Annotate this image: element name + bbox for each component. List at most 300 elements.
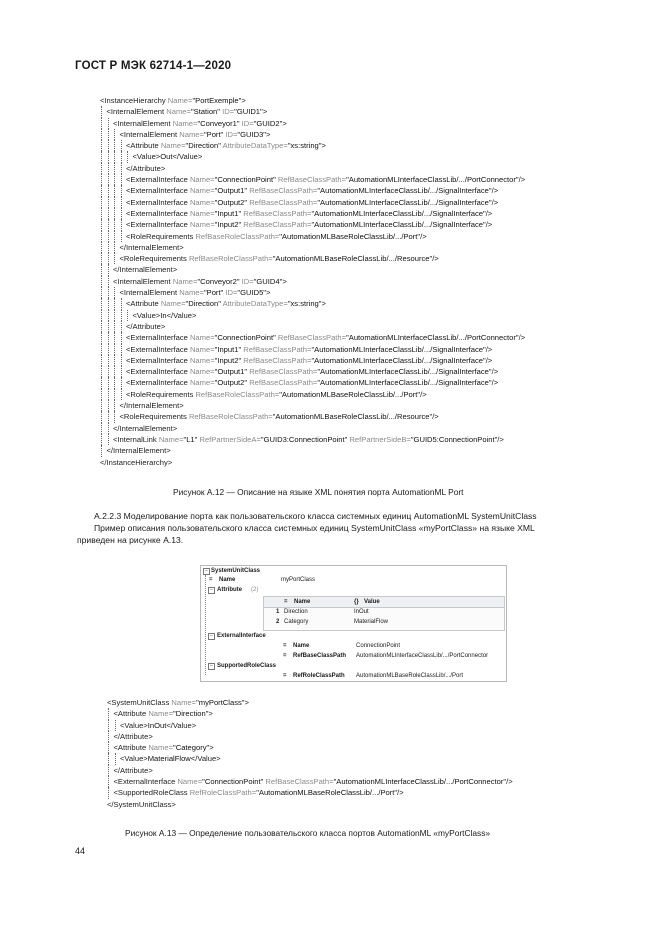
indent-guide (108, 298, 109, 309)
code-line (100, 151, 600, 162)
collapse-icon[interactable]: − (203, 568, 210, 575)
code-line (100, 457, 600, 468)
code-text (120, 287, 271, 298)
indent-guide (108, 708, 109, 719)
code-token: "AutomationMLInterfaceClassLib/.../PortConnector" (346, 175, 519, 185)
indent-guide (108, 276, 109, 287)
code-token: /> (485, 220, 493, 230)
code-token: <ExternalInterface (126, 333, 190, 343)
indent-guide (114, 208, 115, 219)
code-token: </InternalElement> (119, 242, 184, 252)
code-line (100, 219, 600, 230)
code-token: "Output1" (214, 186, 248, 196)
code-token: > (244, 698, 249, 707)
code-token: > (208, 709, 213, 719)
code-token: > (282, 276, 287, 286)
code-token: <RoleRequirements (126, 231, 196, 241)
code-text (120, 242, 184, 253)
code-token: </Attribute> (126, 321, 166, 331)
code-line (100, 276, 600, 287)
code-token: > (321, 141, 326, 151)
code-line (100, 400, 600, 411)
code-token: </InternalElement> (106, 446, 171, 456)
attribute-grid-cell-name: Category (284, 619, 309, 625)
code-token: /> (432, 254, 439, 264)
code-token: <ExternalInterface (126, 355, 190, 365)
tree-role-ref-value: AutomationMLBaseRoleClassLib/.../Port (356, 673, 464, 679)
code-token: </Value> (172, 152, 203, 162)
xml-listing-port-example (100, 95, 600, 468)
code-token: </InstanceHierarchy> (100, 457, 173, 467)
code-line (100, 434, 600, 445)
code-line (100, 411, 600, 422)
indent-guide (108, 197, 109, 208)
indent-guide (114, 174, 115, 185)
code-token: Name= (189, 208, 215, 218)
tree-supported-role-label: SupportedRoleClass (217, 663, 277, 669)
code-token: > (209, 743, 214, 753)
code-line (100, 377, 600, 388)
indent-guide (114, 377, 115, 388)
page-number: 44 (75, 846, 86, 856)
code-token: "AutomationMLBaseRoleClassLib/.../Port" (256, 788, 398, 798)
indent-guide (101, 163, 102, 174)
grid-equals-icon: = (284, 599, 288, 605)
tree-ext-name-label: Name (293, 643, 310, 649)
code-line (100, 366, 600, 377)
indent-guide (101, 445, 102, 456)
collapse-icon[interactable]: − (208, 663, 215, 670)
code-token: Name= (172, 118, 198, 128)
indent-guide (101, 287, 102, 298)
code-line (107, 720, 607, 731)
indent-guide (101, 276, 102, 287)
code-token: Name= (158, 434, 184, 444)
indent-guide (108, 400, 109, 411)
indent-guide (108, 423, 109, 434)
code-token: </InternalElement> (119, 401, 184, 411)
code-line (100, 118, 600, 129)
indent-guide (108, 185, 109, 196)
code-token: "Input2" (214, 220, 242, 230)
indent-guide (101, 219, 102, 230)
code-line (100, 287, 600, 298)
code-token: <RoleRequirements (119, 254, 189, 264)
indent-guide (121, 151, 122, 162)
code-token: Name= (189, 378, 215, 388)
code-token: "GUID5:ConnectionPoint" (410, 434, 498, 444)
indent-guide (101, 129, 102, 140)
indent-guide (121, 310, 122, 321)
code-line (107, 753, 607, 764)
code-token: "xs:string" (287, 141, 322, 151)
indent-guide (121, 174, 122, 185)
indent-guide (108, 174, 109, 185)
tree-equals-icon: = (209, 577, 213, 583)
indent-guide (101, 423, 102, 434)
code-token: RefBaseRoleClassPath= (188, 412, 273, 422)
code-line (100, 95, 600, 106)
code-line (100, 298, 600, 309)
code-token: Name= (189, 367, 215, 377)
indent-guide (108, 377, 109, 388)
code-line (107, 697, 607, 708)
indent-guide (108, 242, 109, 253)
code-token: <Value> (120, 754, 148, 764)
code-token: "Direction" (185, 299, 221, 309)
code-text (114, 708, 213, 719)
code-line (100, 321, 600, 332)
code-token: "AutomationMLInterfaceClassLib/.../SignalInterface" (317, 378, 492, 388)
code-token: InOut (147, 720, 167, 730)
indent-guide (121, 321, 122, 332)
code-token: > (266, 129, 271, 139)
indent-guide (101, 140, 102, 151)
code-token: "GUID4" (253, 276, 283, 286)
indent-guide (101, 264, 102, 275)
code-line (107, 708, 607, 719)
section-text-line2: приведен на рисунке А.13. (77, 535, 184, 545)
code-token: RefBaseClassPath= (241, 220, 312, 230)
indent-guide (114, 355, 115, 366)
indent-guide (114, 344, 115, 355)
code-token: <InternalElement (106, 107, 167, 117)
code-token: </Value> (166, 310, 197, 320)
code-text (100, 457, 172, 468)
code-token: Name= (160, 299, 186, 309)
indent-guide (114, 400, 115, 411)
code-token: "GUID2" (253, 118, 283, 128)
code-token: <ExternalInterface (126, 208, 190, 218)
indent-guide (108, 720, 109, 731)
code-token: "Output2" (214, 197, 248, 207)
tree-role-ref-label: RefRoleClassPath (293, 673, 345, 679)
code-token: /> (397, 788, 404, 798)
code-text (113, 264, 177, 275)
indent-guide (114, 197, 115, 208)
code-token: "Conveyor1" (197, 118, 240, 128)
indent-guide (101, 321, 102, 332)
code-line (100, 355, 600, 366)
code-token: RefPartnerSideA= (197, 434, 261, 444)
indent-guide (114, 242, 115, 253)
code-text (126, 174, 525, 185)
code-token: /> (506, 777, 513, 787)
code-token: <RoleRequirements (126, 389, 196, 399)
code-token: RefBaseClassPath= (241, 208, 312, 218)
code-text (126, 197, 498, 208)
code-token: <Attribute (113, 743, 149, 753)
code-token: Name= (171, 698, 197, 707)
indent-guide (108, 151, 109, 162)
code-token: /> (485, 344, 493, 354)
code-token: RefBaseRoleClassPath= (195, 231, 280, 241)
indent-guide (108, 321, 109, 332)
code-token: <ExternalInterface (126, 378, 190, 388)
code-token: > (282, 118, 287, 128)
indent-guide (121, 355, 122, 366)
code-token: <ExternalInterface (126, 220, 190, 230)
system-unit-class-tree-view (200, 565, 507, 682)
code-token: <InternalLink (113, 434, 159, 444)
code-token: /> (491, 378, 499, 388)
code-text (114, 787, 404, 798)
code-token: "AutomationMLInterfaceClassLib/.../SignalInterface" (317, 186, 492, 196)
code-token: </SystemUnitClass> (107, 799, 176, 809)
indent-guide (101, 366, 102, 377)
indent-guide (108, 753, 109, 764)
tree-attribute-count: (2) (251, 587, 259, 593)
indent-guide (108, 264, 109, 275)
indent-guide (101, 355, 102, 366)
indent-guide (101, 242, 102, 253)
code-token: "Output2" (214, 378, 248, 388)
collapse-icon[interactable]: − (208, 633, 215, 640)
indent-guide (108, 231, 109, 242)
code-line (100, 163, 600, 174)
code-token: RefBaseRoleClassPath= (188, 254, 273, 264)
code-text (120, 400, 184, 411)
indent-guide (101, 411, 102, 422)
code-text (107, 106, 268, 117)
code-token: "Conveyor2" (197, 276, 240, 286)
indent-guide (121, 185, 122, 196)
code-token: <InternalElement (119, 129, 180, 139)
code-line (100, 140, 600, 151)
code-token: <ExternalInterface (126, 197, 190, 207)
collapse-icon[interactable]: − (208, 587, 215, 594)
code-line (100, 264, 600, 275)
code-token: /> (432, 412, 439, 422)
indent-guide (101, 197, 102, 208)
code-token: ID= (219, 107, 235, 117)
indent-guide (121, 231, 122, 242)
indent-guide (127, 310, 128, 321)
code-text (120, 753, 221, 764)
code-text (114, 731, 153, 742)
code-token: </Attribute> (126, 163, 166, 173)
code-token: "AutomationMLInterfaceClassLib/.../PortConnector" (333, 777, 507, 787)
indent-guide (101, 400, 102, 411)
indent-guide (101, 332, 102, 343)
attribute-grid-cell-idx: 2 (276, 619, 280, 625)
code-token: <ExternalInterface (126, 367, 190, 377)
code-text (113, 118, 287, 129)
code-token: Name= (179, 288, 204, 298)
code-token: RefBaseClassPath= (275, 175, 347, 185)
code-token: Name= (172, 276, 198, 286)
indent-guide (114, 298, 115, 309)
code-text (120, 411, 439, 422)
code-text (114, 765, 153, 776)
code-token: /> (420, 231, 427, 241)
code-line (107, 787, 607, 798)
figure-a12-caption: Рисунок А.12 — Описание на языке XML понятия порта AutomationML Port (173, 487, 464, 497)
code-text (120, 129, 271, 140)
code-text (126, 231, 427, 242)
code-token: <Value> (120, 720, 148, 730)
tree-name-label: Name (219, 577, 236, 583)
code-text (107, 799, 176, 810)
code-token: ID= (223, 129, 238, 139)
code-token: MaterialFlow (147, 754, 191, 764)
code-token: Name= (189, 186, 215, 196)
indent-guide (121, 332, 122, 343)
indent-guide (108, 434, 109, 445)
code-text (126, 219, 492, 230)
code-token: <ExternalInterface (126, 344, 190, 354)
code-text (107, 445, 171, 456)
code-token: RefBaseClassPath= (241, 355, 312, 365)
code-token: </Attribute> (113, 765, 153, 775)
code-token: "AutomationMLBaseRoleClassLib/.../Resource" (272, 412, 433, 422)
attribute-grid-cell-value: MaterialFlow (354, 619, 389, 625)
indent-guide (101, 389, 102, 400)
code-token: > (241, 96, 246, 105)
code-token: ID= (223, 288, 238, 298)
tree-external-interface-label: ExternalInterface (217, 633, 266, 639)
code-token: RefBaseClassPath= (247, 186, 318, 196)
code-text (113, 423, 177, 434)
code-token: <Value> (132, 152, 161, 162)
indent-guide (101, 174, 102, 185)
code-text (107, 697, 249, 708)
indent-guide (114, 140, 115, 151)
indent-guide (121, 208, 122, 219)
code-token: "Output1" (214, 367, 248, 377)
indent-guide (108, 366, 109, 377)
code-token: /> (485, 355, 493, 365)
indent-guide (108, 765, 109, 776)
code-line (100, 242, 600, 253)
code-token: Name= (148, 709, 174, 719)
code-text (113, 434, 504, 445)
code-token: <ExternalInterface (126, 186, 190, 196)
code-token: RefRoleClassPath= (189, 788, 257, 798)
code-line (100, 445, 600, 456)
code-token: "AutomationMLBaseRoleClassLib/.../Port" (279, 231, 421, 241)
code-line (100, 231, 600, 242)
section-heading: А.2.2.3 Моделирование порта как пользовательского класса системных единиц AutomationML SystemUnitClass (94, 511, 537, 521)
code-token: "Direction" (185, 141, 221, 151)
code-token: /> (518, 175, 526, 185)
code-token: "AutomationMLInterfaceClassLib/.../SignalInterface" (317, 367, 492, 377)
code-text (126, 163, 165, 174)
code-token: <InternalElement (113, 118, 173, 128)
tree-root-label: SystemUnitClass (211, 568, 261, 574)
code-line (107, 731, 607, 742)
code-token: ID= (239, 276, 254, 286)
indent-guide (108, 731, 109, 742)
code-token: </InternalElement> (113, 423, 178, 433)
code-token: AttributeDataType= (220, 299, 288, 309)
code-token: </Attribute> (113, 731, 153, 741)
code-text (120, 253, 439, 264)
indent-guide (108, 344, 109, 355)
code-token: Name= (166, 107, 191, 117)
indent-guide (108, 742, 109, 753)
code-token: RefBaseRoleClassPath= (195, 389, 280, 399)
code-token: <RoleRequirements (119, 412, 189, 422)
figure-a13-caption: Рисунок А.13 — Определение пользовательского класса портов AutomationML «myPortClass» (125, 828, 491, 838)
indent-guide (115, 753, 116, 764)
indent-guide (108, 411, 109, 422)
code-text (126, 332, 525, 343)
indent-guide (108, 787, 109, 798)
code-token: /> (497, 434, 504, 444)
indent-guide (101, 253, 102, 264)
indent-guide (108, 310, 109, 321)
indent-guide (127, 151, 128, 162)
code-token: "Port" (203, 129, 224, 139)
indent-guide (114, 332, 115, 343)
code-token: "GUID5" (237, 288, 267, 298)
code-token: <Value> (132, 310, 161, 320)
code-text (100, 95, 246, 106)
code-token: "GUID1" (234, 107, 263, 117)
code-token: /> (491, 186, 499, 196)
code-token: RefBaseClassPath= (241, 344, 312, 354)
code-line (100, 197, 600, 208)
indent-guide (114, 321, 115, 332)
attribute-grid-cell-name: Direction (284, 609, 308, 615)
code-text (126, 344, 492, 355)
code-line (100, 253, 600, 264)
code-token: RefBaseClassPath= (247, 367, 318, 377)
indent-guide (108, 219, 109, 230)
code-line (100, 106, 600, 117)
indent-guide (114, 151, 115, 162)
code-token: ID= (239, 118, 254, 128)
xml-listing-my-port-class (107, 697, 607, 810)
tree-equals-icon: = (283, 643, 287, 649)
indent-guide (101, 208, 102, 219)
code-line (107, 765, 607, 776)
indent-guide (101, 298, 102, 309)
code-text (126, 321, 165, 332)
indent-guide (114, 310, 115, 321)
indent-guide (121, 377, 122, 388)
indent-guide (108, 776, 109, 787)
code-token: "ConnectionPoint" (214, 175, 276, 185)
indent-guide (121, 298, 122, 309)
code-text (126, 389, 427, 400)
tree-equals-icon: = (283, 673, 287, 679)
code-token: "myPortClass" (196, 698, 245, 707)
code-token: <InstanceHierarchy (100, 96, 168, 105)
indent-guide (101, 377, 102, 388)
code-token: "Input1" (214, 208, 242, 218)
code-token: /> (420, 389, 427, 399)
indent-guide (121, 163, 122, 174)
indent-guide (114, 366, 115, 377)
indent-guide (101, 185, 102, 196)
indent-guide (101, 310, 102, 321)
code-token: "xs:string" (287, 299, 322, 309)
code-text (114, 776, 513, 787)
indent-guide (108, 118, 109, 129)
code-token: Name= (177, 777, 203, 787)
code-line (100, 423, 600, 434)
code-token: Name= (189, 197, 215, 207)
code-token: "AutomationMLInterfaceClassLib/.../SignalInterface" (311, 220, 486, 230)
code-token: Name= (167, 96, 193, 105)
tree-ext-ref-label: RefBaseClassPath (293, 653, 347, 659)
document-header: ГОСТ Р МЭК 62714-1—2020 (75, 60, 232, 72)
indent-guide (108, 389, 109, 400)
code-token: "Direction" (173, 709, 209, 719)
tree-name-value: myPortClass (281, 577, 316, 583)
